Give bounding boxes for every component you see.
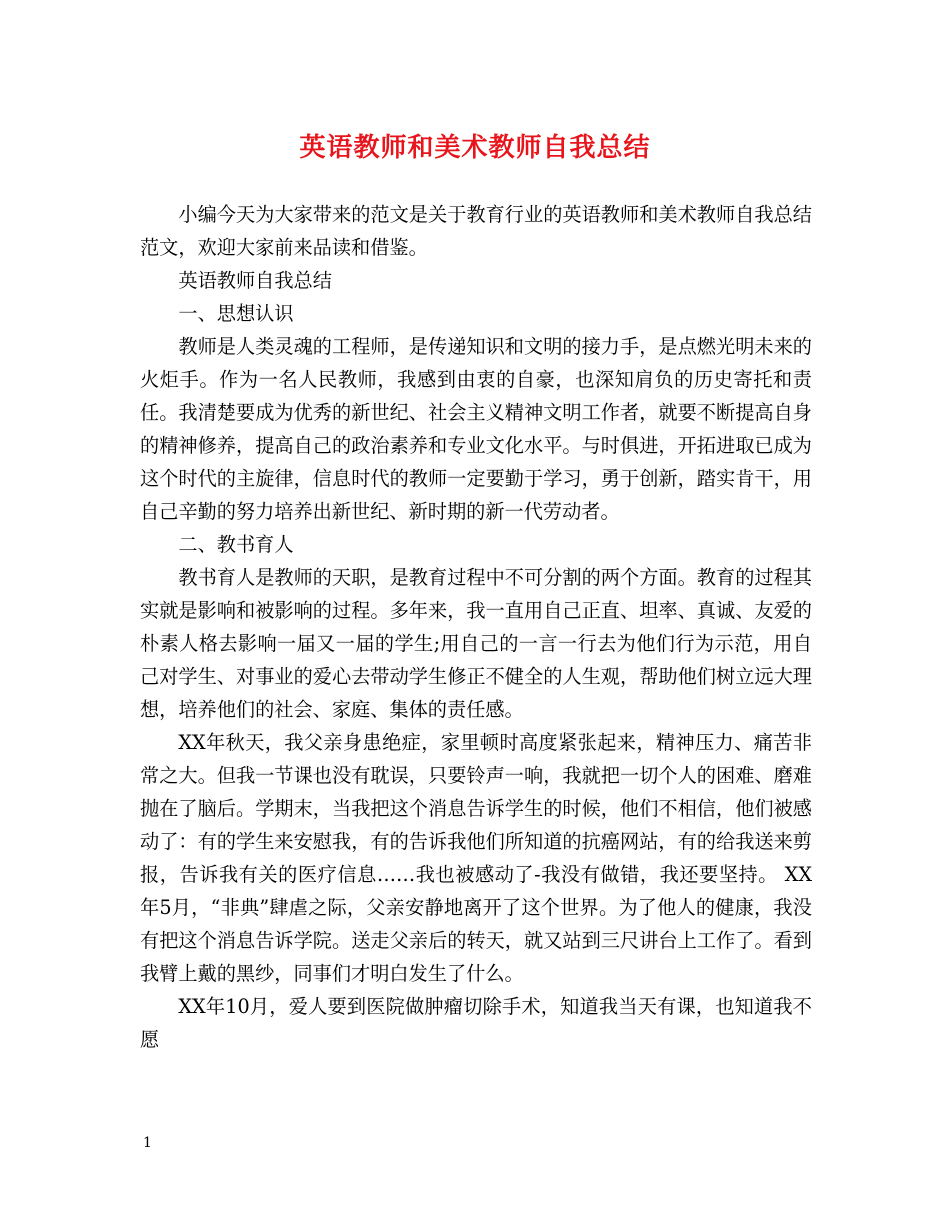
paragraph-thought: 教师是人类灵魂的工程师，是传递知识和文明的接力手，是点燃光明未来的火炬手。作为一名人民教师，我感到由衷的自豪，也深知肩负的历史寄托和责任。我清楚要成为优秀的新世纪、社会主义精神文明工作者，就要不断提高自身的精神修养，提高自己的政治素养和专业文化水平。与时俱进，开拓进取已成为这个时代的主旋律，信息时代的教师一定要勤于学习，勇于创新，踏实肯干，用自己辛勤的努力培养出新世纪、新时期的新一代劳动者。 xyxy=(140,335,812,523)
paragraph-section-heading: 英语教师自我总结 xyxy=(178,269,332,292)
paragraph-subheading-teaching: 二、教书育人 xyxy=(178,533,294,556)
paragraph-intro: 小编今天为大家带来的范文是关于教育行业的英语教师和美术教师自我总结范文，欢迎大家前来品读和借鉴。 xyxy=(140,203,812,259)
paragraph-teaching: 教书育人是教师的天职，是教育过程中不可分割的两个方面。教育的过程其实就是影响和被影响的过程。多年来，我一直用自己正直、坦率、真诚、友爱的朴素人格去影响一届又一届的学生;用自己的一言一行去为他们行为示范，用自己对学生、对事业的爱心去带动学生修正不健全的人生观，帮助他们树立远大理想，培养他们的社会、家庭、集体的责任感。 xyxy=(140,566,812,721)
paragraph-subheading-thought: 一、思想认识 xyxy=(178,302,294,325)
paragraph-story-father: XX年秋天，我父亲身患绝症，家里顿时高度紧张起来，精神压力、痛苦非常之大。但我一节课也没有耽误，只要铃声一响，我就把一切个人的困难、磨难抛在了脑后。学期末，当我把这个消息告诉学生的时候，他们不相信，他们被感动了：有的学生来安慰我，有的告诉我他们所知道的抗癌网站，有的给我送来剪报，告诉我有关的医疗信息……我也被感动了-我没有做错，我还要坚持。 XX年5月，“非典”肆虐之际，父亲安静地离开了这个世界。为了他人的健康，我没有把这个消息告诉学院。送走父亲后的转天，就又站到三尺讲台上工作了。看到我臂上戴的黑纱，同事们才明白发生了什么。 xyxy=(140,731,812,985)
document-body xyxy=(140,198,812,1056)
document-title: 英语教师和美术教师自我总结 xyxy=(299,133,651,163)
page-number: 1 xyxy=(143,1135,152,1151)
paragraph-story-spouse: XX年10月，爱人要到医院做肿瘤切除手术，知道我当天有课，也知道我不愿 xyxy=(140,995,812,1051)
